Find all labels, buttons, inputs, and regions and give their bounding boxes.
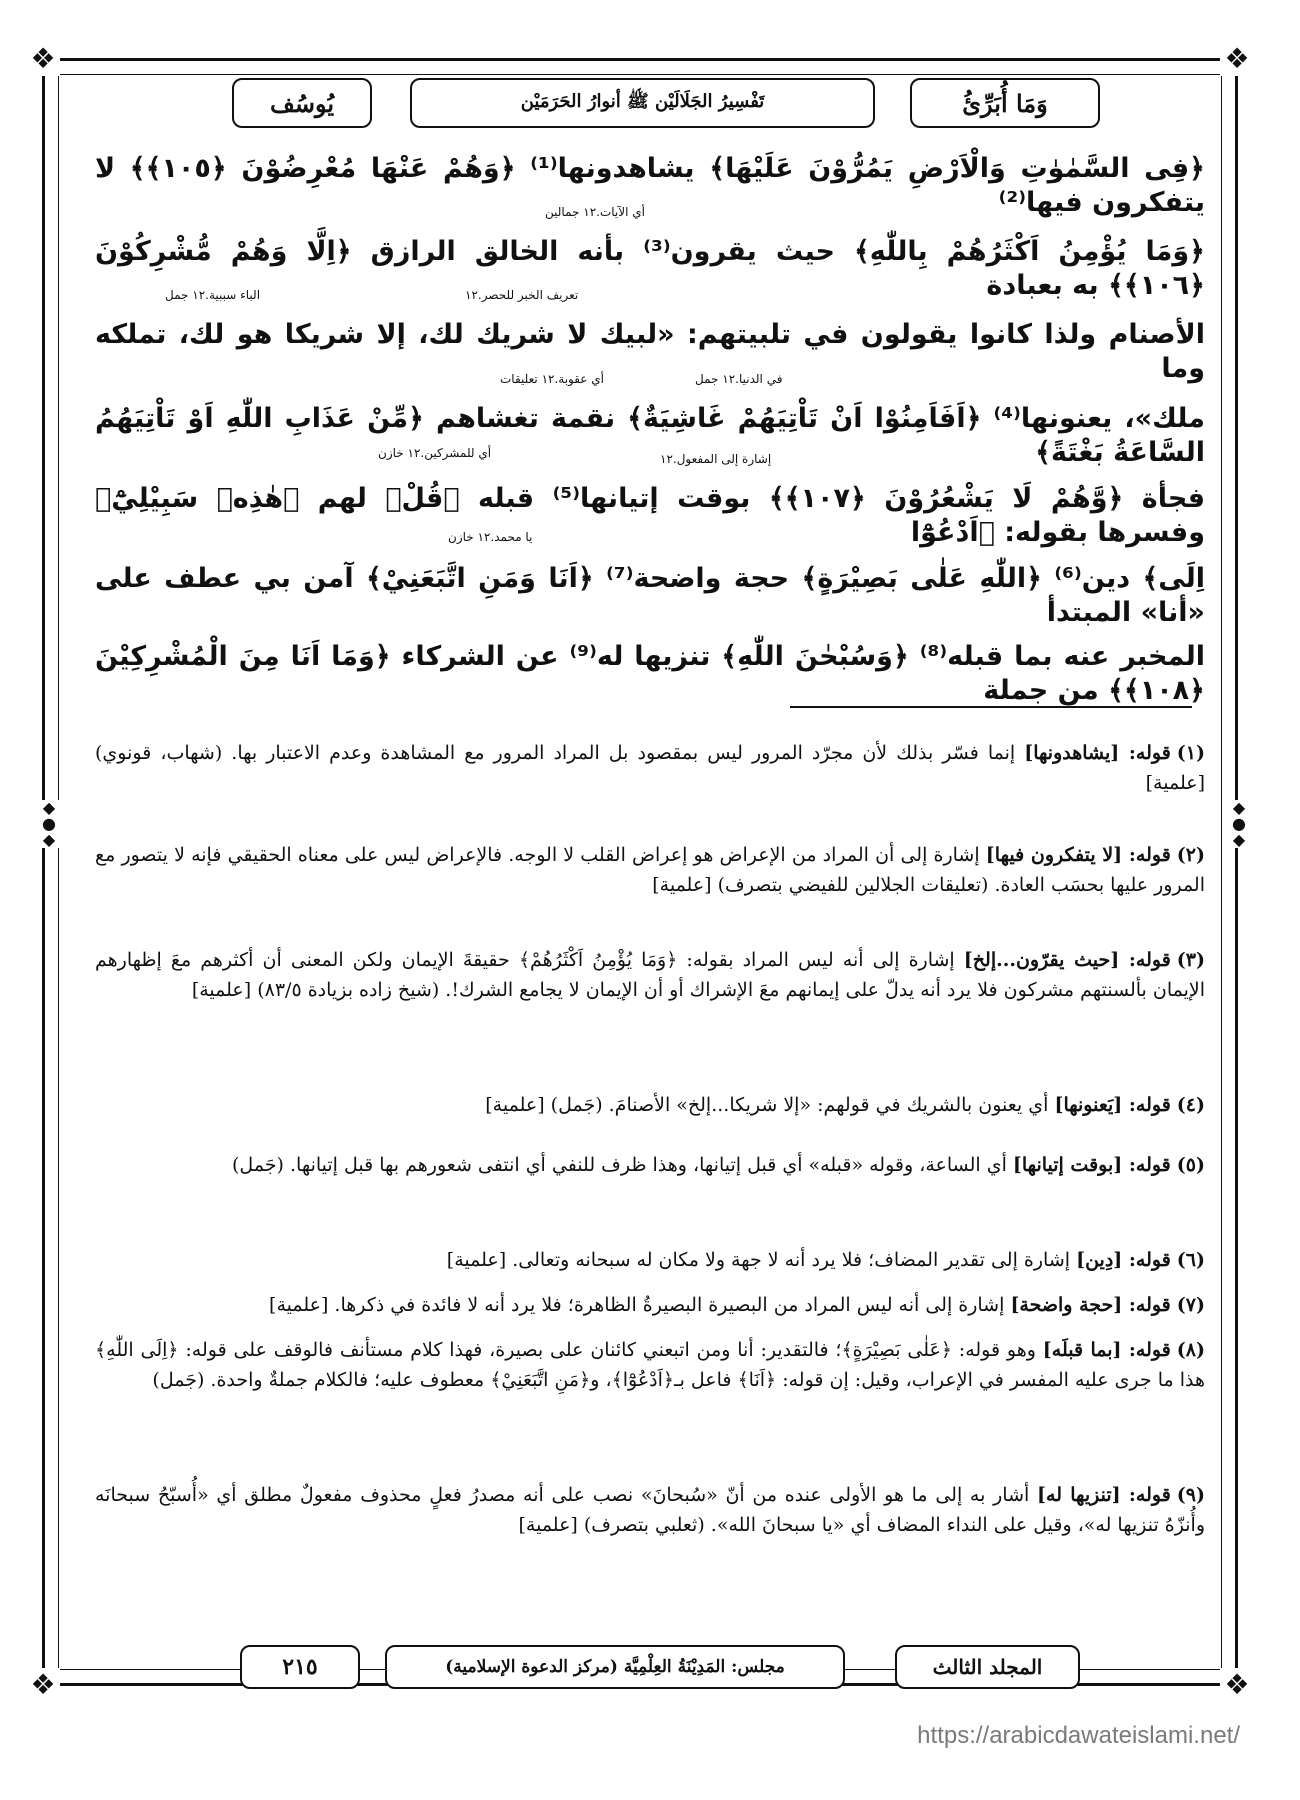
footnote-7 bbox=[95, 1290, 1205, 1320]
footnote-text: إشارة إلى أن المراد من الإعراض هو إعراض القلب لا الوجه. فالإعراض ليس على معناه الحقيقي فإنه لا يتصور مع المرور عليها بحسَب العادة. (تعليقات الجلالين للفيضي بتصرف) [علمية] bbox=[95, 844, 1205, 896]
footnote-number: (٣) bbox=[1176, 949, 1205, 971]
footnote-label: قوله: [بما قبلَه] bbox=[1042, 1339, 1171, 1361]
side-ornament-icon: ◆ ● ◆ bbox=[38, 800, 60, 848]
corner-ornament-icon: ❖ bbox=[26, 1668, 60, 1702]
footnote-2 bbox=[95, 840, 1205, 900]
footnote-4 bbox=[95, 1090, 1205, 1120]
footnote-label: قوله: [حيث يقرّون...إلخ] bbox=[963, 949, 1171, 971]
footer-volume-label: المجلد الثالث bbox=[895, 1645, 1080, 1689]
footnote-number: (٨) bbox=[1176, 1339, 1206, 1361]
footer-publisher: مجلس: المَدِيْنَةُ العِلْمِيَّة (مركز الدعوة الإسلامية) bbox=[385, 1645, 845, 1689]
footnote-5 bbox=[95, 1150, 1205, 1180]
footnote-1 bbox=[95, 738, 1205, 798]
footnote-label: قوله: [تنزيها له] bbox=[1037, 1484, 1171, 1506]
footnote-number: (١) bbox=[1176, 742, 1206, 764]
footnote-number: (٤) bbox=[1176, 1094, 1205, 1116]
main-line-3: الأصنام ولذا كانوا يقولون في تلبيتهم: «لبيك لا شريك لك، إلا شريكا هو لك، تملكه وما bbox=[95, 319, 1205, 384]
footnote-number: (٦) bbox=[1176, 1249, 1205, 1271]
main-line-6: اِلَى﴾ دين⁽⁶⁾ ﴿اللّٰهِ عَلٰى بَصِيْرَةٍ﴾ حجة واضحة⁽⁷⁾ ﴿اَنَا وَمَنِ اتَّبَعَنِيْ﴾ آمن بي عطف على «أنا» المبتدأ bbox=[95, 563, 1205, 628]
interlinear-note: أي للمشركين.١٢ خازن bbox=[378, 446, 492, 460]
footnote-3 bbox=[95, 945, 1205, 1005]
footnote-label: قوله: [حجة واضحة] bbox=[1010, 1294, 1171, 1316]
interlinear-note: تعريف الخبر للحصر.١٢ bbox=[465, 288, 579, 302]
corner-ornament-icon: ❖ bbox=[26, 42, 60, 76]
footnote-text: إشارة إلى أنه ليس المراد بقوله: ﴿وَمَا يُؤْمِنُ اَكْثَرُهُمْ﴾ حقيقةَ الإيمان ولكن المعنى أن أكثرهم معَ إظهارهم الإيمان بألسنتهم مشركون فلا يرد أنه يدلّ على إيمانهم معَ الإشراك أو أن الإيمان لا يجامع الشرك!. (شيخ زاده بزيادة ٨٣/٥) [علمية] bbox=[95, 949, 1205, 1001]
main-line-2: ﴿وَمَا يُؤْمِنُ اَكْثَرُهُمْ بِاللّٰهِ﴾ حيث يقرون⁽³⁾ بأنه الخالق الرازق ﴿اِلَّا وَهُمْ مُّشْرِكُوْنَ ﴿١٠٦﴾﴾ به بعبادة bbox=[95, 236, 1205, 301]
footnote-label: قوله: [دِين] bbox=[1076, 1249, 1171, 1271]
header-surah-name: يُوسُف bbox=[232, 78, 372, 128]
footnote-number: (٢) bbox=[1176, 844, 1205, 866]
footnote-6 bbox=[95, 1245, 1205, 1275]
footnote-8 bbox=[95, 1335, 1205, 1395]
footnote-separator bbox=[790, 706, 1192, 708]
footnote-text: إشارة إلى تقدير المضاف؛ فلا يرد أنه لا جهة ولا مكان له سبحانه وتعالى. [علمية] bbox=[446, 1249, 1071, 1271]
corner-ornament-icon: ❖ bbox=[1220, 42, 1254, 76]
header-book-title: تَفْسِيرُ الجَلَالَيْن ﷺ أنوارُ الحَرَمَيْن bbox=[410, 78, 875, 128]
footnote-text: أي الساعة، وقوله «قبله» أي قبل إتيانها، وهذا ظرف للنفي أي انتفى شعورهم بها قبل إتيانها. (جَمل) bbox=[232, 1154, 1007, 1176]
footnote-text: إشارة إلى أنه ليس المراد من البصيرة البصيرةُ الظاهرة؛ فلا يرد أنه لا فائدة في ذكرها. [علمية] bbox=[269, 1294, 1005, 1316]
footnote-text: إنما فسّر بذلك لأن مجرّد المرور ليس بمقصود بل المراد المرور مع المشاهدة وعدم الاعتبار بها. (شهاب، قونوي) [علمية] bbox=[95, 742, 1205, 794]
footnote-text: أشار به إلى ما هو الأولى عنده من أنّ «سُبحانَ» نصب على أنه مصدرُ فعلٍ محذوف مفعولٌ مطلق أي «أُسبّحُ سبحانَه وأُنزّهُ تنزيها له»، وقيل على النداء المضاف أي «يا سبحانَ الله». (ثعلبي بتصرف) [علمية] bbox=[95, 1484, 1205, 1536]
interlinear-note: إشارة إلى المفعول.١٢ bbox=[660, 452, 772, 466]
interlinear-note: أي الآيات.١٢ جمالين bbox=[545, 205, 645, 219]
footnote-label: قوله: [يَعنونها] bbox=[1054, 1094, 1171, 1116]
header-chapter-left: وَمَا أُبَرِّئُ bbox=[910, 78, 1100, 128]
footnote-text: وهو قوله: ﴿عَلٰى بَصِيْرَةٍ﴾؛ فالتقدير: أنا ومن اتبعني كائنان على بصيرة، فهذا كلام مستأنف فالوقف على قوله: ﴿اِلَى اللّٰهِ﴾ هذا ما جرى عليه المفسر في الإعراب، وقيل: إن قوله: ﴿اَنَا﴾ فاعل بـ﴿اَدْعُوْٓا﴾، و﴿مَنِ اتَّبَعَنِيْ﴾ معطوف عليه؛ فالكلام جملةٌ واحدة. (جَمل) bbox=[95, 1339, 1205, 1391]
main-line-1: ﴿فِى السَّمٰوٰتِ وَالْاَرْضِ يَمُرُّوْنَ عَلَيْهَا﴾ يشاهدونها⁽¹⁾ ﴿وَهُمْ عَنْهَا مُعْرِضُوْنَ ﴿١٠٥﴾﴾ لا يتفكرون فيها⁽²⁾ bbox=[95, 153, 1205, 218]
main-line-4: ملك»، يعنونها⁽⁴⁾ ﴿اَفَاَمِنُوْا اَنْ تَاْتِيَهُمْ غَاشِيَةٌ﴾ نقمة تغشاهم ﴿مِّنْ عَذَابِ اللّٰهِ اَوْ تَاْتِيَهُمُ السَّاعَةُ بَغْتَةً﴾ bbox=[95, 403, 1205, 468]
footnote-label: قوله: [يشاهدونها] bbox=[1024, 742, 1171, 764]
footnote-number: (٥) bbox=[1176, 1154, 1205, 1176]
corner-ornament-icon: ❖ bbox=[1220, 1668, 1254, 1702]
footnote-number: (٧) bbox=[1176, 1294, 1205, 1316]
main-line-5: فجأة ﴿وَّهُمْ لَا يَشْعُرُوْنَ ﴿١٠٧﴾﴾ بوقت إتيانها⁽⁵⁾ قبله ﴿قُلْ﴾ لهم ﴿هٰذِهٖ سَبِيْلِيْٓ﴾ وفسرها بقوله: ﴿اَدْعُوْٓا bbox=[95, 483, 1206, 548]
side-ornament-icon: ◆ ● ◆ bbox=[1228, 800, 1250, 848]
footnote-label: قوله: [لا يتفكرون فيها] bbox=[985, 844, 1171, 866]
footnote-number: (٩) bbox=[1176, 1484, 1205, 1506]
main-line-7: المخبر عنه بما قبله⁽⁸⁾ ﴿وَسُبْحٰنَ اللّٰهِ﴾ تنزيها له⁽⁹⁾ عن الشركاء ﴿وَمَا اَنَا مِنَ الْمُشْرِكِيْنَ ﴿١٠٨﴾﴾ من جملة bbox=[95, 641, 1206, 706]
interlinear-note: في الدنيا.١٢ جمل bbox=[695, 372, 783, 386]
interlinear-note: أي عقوبة.١٢ تعليقات bbox=[500, 372, 605, 386]
interlinear-note: الباء سببية.١٢ جمل bbox=[165, 288, 261, 302]
footnote-label: قوله: [بوقت إتيانها] bbox=[1012, 1154, 1171, 1176]
footnote-text: أي يعنون بالشريك في قولهم: «إلا شريكا...إلخ» الأصنامَ. (جَمل) [علمية] bbox=[485, 1094, 1049, 1116]
watermark-url: https://arabicdawateislami.net/ bbox=[917, 1722, 1240, 1749]
interlinear-note: يا محمد.١٢ خازن bbox=[448, 530, 533, 544]
footer-page-number: ٢١٥ bbox=[240, 1645, 360, 1689]
footnote-9 bbox=[95, 1480, 1205, 1540]
